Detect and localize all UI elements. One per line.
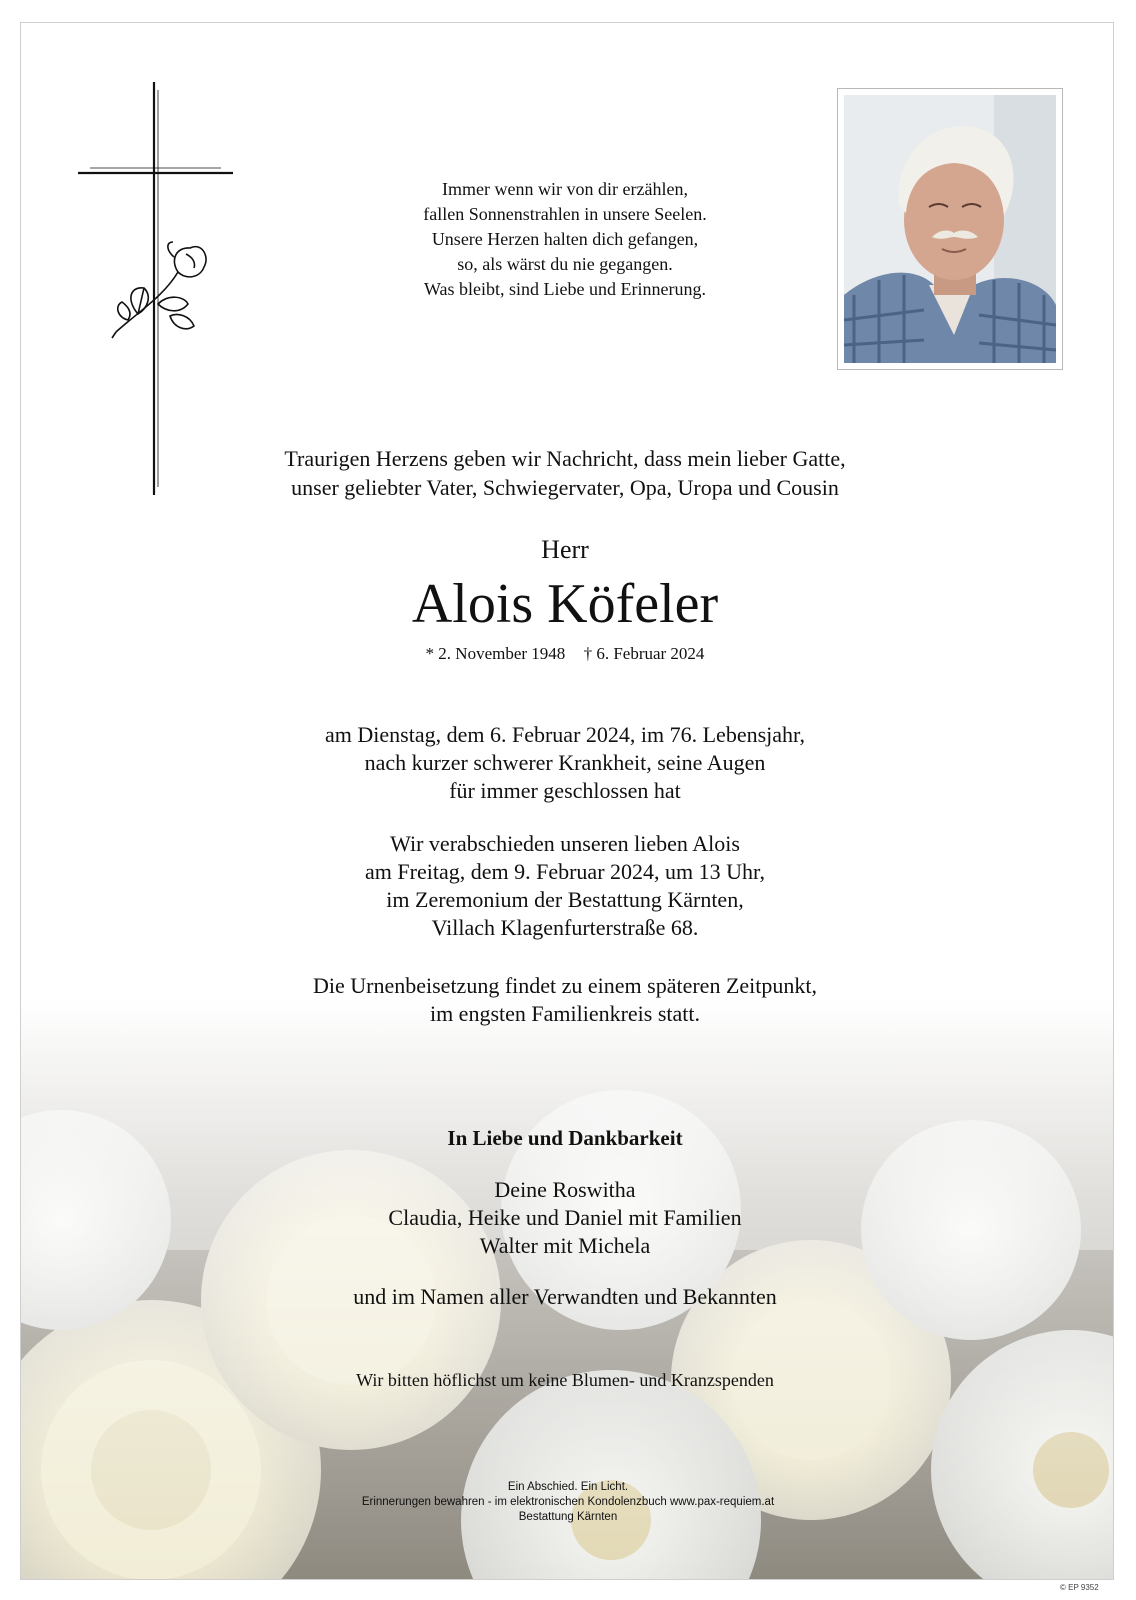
farewell-line: im Zeremonium der Bestattung Kärnten, [386, 887, 744, 912]
life-dates [180, 644, 950, 664]
farewell-line: am Freitag, dem 9. Februar 2024, um 13 Uhr, [365, 859, 765, 884]
farewell-line: Wir verabschieden unseren lieben Alois [390, 831, 740, 856]
deceased-name: Alois Köfeler [411, 573, 719, 635]
print-code: © EP 9352 [1060, 1583, 1099, 1592]
portrait-photo [844, 95, 1056, 363]
burial-info [180, 972, 950, 1028]
farewell-info [180, 830, 950, 942]
death-notice-line: am Dienstag, dem 6. Februar 2024, im 76. Lebensjahr, [325, 722, 805, 747]
cross-with-rose-icon [78, 82, 233, 495]
family-list [180, 1176, 950, 1260]
salutation: Herr [541, 535, 589, 564]
death-notice-line: nach kurzer schwerer Krankheit, seine Augen [364, 750, 766, 775]
relatives-line: und im Namen aller Verwandten und Bekannten [353, 1284, 777, 1309]
death-notice [180, 721, 950, 805]
burial-line: im engsten Familienkreis statt. [429, 1001, 701, 1026]
intro-line: Traurigen Herzens geben wir Nachricht, dass mein lieber Gatte, [284, 446, 846, 471]
poem-line: Was bleibt, sind Liebe und Erinnerung. [424, 279, 706, 299]
intro-text [180, 444, 950, 502]
footer-line: Erinnerungen bewahren - im elektronischen Kondolenzbuch www.pax-requiem.at [361, 1496, 775, 1508]
poem-line: fallen Sonnenstrahlen in unsere Seelen. [423, 204, 707, 224]
burial-line: Die Urnenbeisetzung findet zu einem späteren Zeitpunkt, [313, 973, 817, 998]
death-date: † 6. Februar 2024 [583, 644, 705, 663]
poem-line: so, als wärst du nie gegangen. [457, 254, 673, 274]
portrait-photo-frame [837, 88, 1063, 370]
footer-line: Ein Abschied. Ein Licht. [507, 1481, 629, 1493]
farewell-line: Villach Klagenfurterstraße 68. [431, 915, 699, 940]
donation-note: Wir bitten höflichst um keine Blumen- und Kranzspenden [356, 1370, 774, 1390]
death-notice-line: für immer geschlossen hat [449, 778, 681, 803]
birth-date: * 2. November 1948 [425, 644, 566, 663]
footer-line: Bestattung Kärnten [518, 1511, 618, 1523]
poem-line: Immer wenn wir von dir erzählen, [442, 179, 688, 199]
intro-line: unser geliebter Vater, Schwiegervater, Opa, Uropa und Cousin [291, 475, 839, 500]
thanks-heading: In Liebe und Dankbarkeit [447, 1126, 683, 1150]
family-member: Walter mit Michela [479, 1233, 651, 1258]
family-member: Deine Roswitha [494, 1177, 636, 1202]
poem [330, 177, 800, 302]
footer [280, 1480, 856, 1525]
family-member: Claudia, Heike und Daniel mit Familien [388, 1205, 742, 1230]
poem-line: Unsere Herzen halten dich gefangen, [431, 229, 699, 249]
